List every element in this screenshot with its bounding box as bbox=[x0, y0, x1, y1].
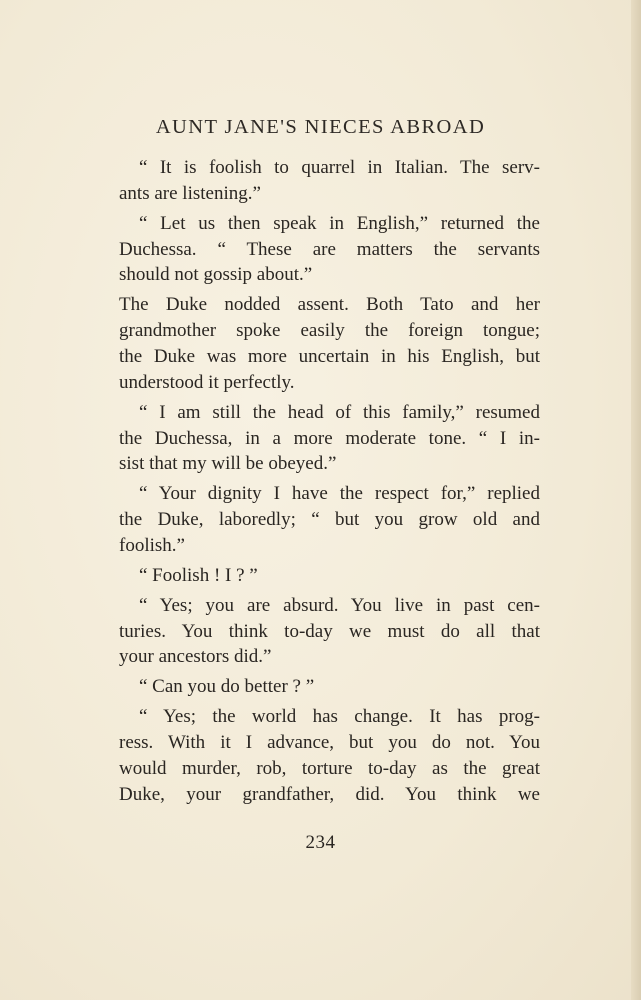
text-line: “ Let us then speak in English,” returned the bbox=[139, 212, 540, 234]
text-line: should not gossip about.” bbox=[119, 264, 313, 286]
text-line: “ Can you do better ? ” bbox=[139, 676, 315, 698]
text-line: your ancestors did.” bbox=[119, 646, 272, 668]
text-line: “ Yes; you are absurd. You live in past cen- bbox=[139, 594, 540, 616]
text-line: “ Foolish ! I ? ” bbox=[139, 564, 258, 586]
text-line: the Duke, laboredly; “ but you grow old and bbox=[119, 509, 540, 531]
text-line: understood it perfectly. bbox=[119, 371, 295, 393]
text-line: the Duchessa, in a more moderate tone. “ I in- bbox=[119, 427, 540, 449]
text-line: sist that my will be obeyed.” bbox=[119, 453, 337, 475]
text-line: The Duke nodded assent. Both Tato and her bbox=[119, 294, 540, 316]
text-line: foolish.” bbox=[119, 534, 185, 556]
page-number: 234 bbox=[305, 832, 336, 853]
running-head: AUNT JANE'S NIECES ABROAD bbox=[155, 116, 486, 138]
text-line: turies. You think to-day we must do all that bbox=[119, 620, 540, 642]
text-line: “ Your dignity I have the respect for,” replied bbox=[139, 483, 540, 505]
text-line: would murder, rob, torture to-day as the great bbox=[119, 758, 540, 780]
text-line: grandmother spoke easily the foreign tongue; bbox=[119, 320, 540, 342]
text-line: ants are listening.” bbox=[119, 182, 261, 204]
text-line: “ I am still the head of this family,” resumed bbox=[139, 401, 540, 423]
text-line: “ It is foolish to quarrel in Italian. The serv- bbox=[139, 157, 540, 178]
text-line: Duke, your grandfather, did. You think we bbox=[119, 783, 540, 805]
text-line: ress. With it I advance, but you do not. You bbox=[119, 732, 540, 754]
body-text bbox=[119, 155, 540, 808]
text-line: Duchessa. “ These are matters the servants bbox=[119, 238, 540, 260]
text-line: the Duke was more uncertain in his English, but bbox=[119, 345, 540, 367]
text-line: “ Yes; the world has change. It has prog- bbox=[139, 706, 540, 728]
